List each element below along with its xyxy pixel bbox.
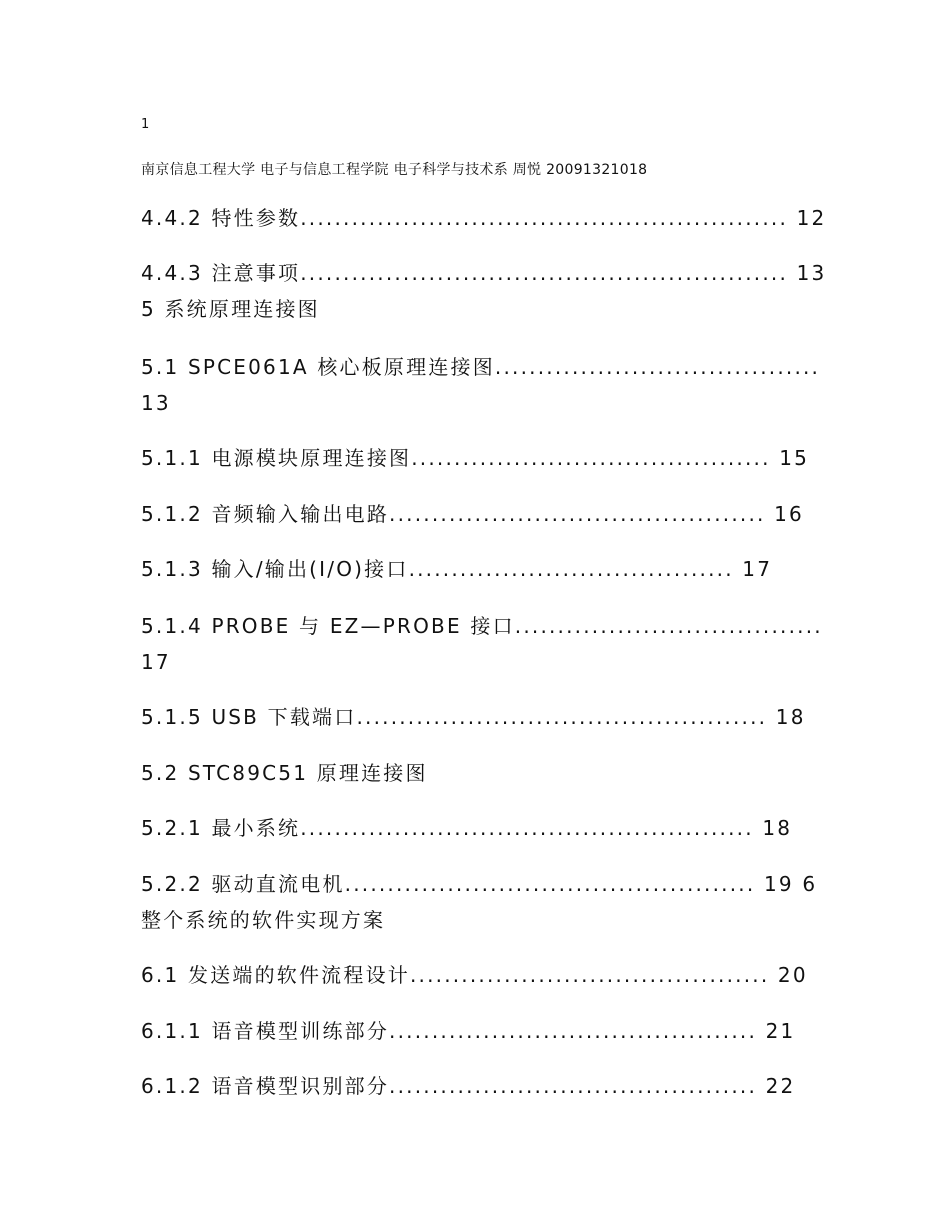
toc-entry-6-1-2: 6.1.2 语音模型识别部分........................................... 22 xyxy=(141,1074,796,1098)
toc-entry-5-1: 5.1 SPCE061A 核心板原理连接图...................................... 13 xyxy=(141,355,821,415)
toc-entry-5-1-3: 5.1.3 输入/输出(I/O)接口...................................... 17 xyxy=(141,557,773,581)
toc-entry-5-1-2: 5.1.2 音频输入输出电路............................................ 16 xyxy=(141,502,804,526)
toc-entry-5-2-1: 5.2.1 最小系统..................................................... 18 xyxy=(141,816,793,840)
toc-entry-5-1-1: 5.1.1 电源模块原理连接图.......................................... 15 xyxy=(141,446,810,470)
toc-entry-4-4-3: 4.4.3 注意事项......................................................... 13 5 系统原理连接图 xyxy=(141,261,827,321)
toc-entry-6-1-1: 6.1.1 语音模型训练部分........................................... 21 xyxy=(141,1019,796,1043)
toc-entry-5-1-5: 5.1.5 USB 下载端口................................................ 18 xyxy=(141,705,806,729)
toc-entry-5-2-2: 5.2.2 驱动直流电机................................................ 19 6 整个系统的软件实现方案 xyxy=(141,872,818,932)
toc-entry-4-4-2: 4.4.2 特性参数......................................................... 12 xyxy=(141,206,827,230)
page-header: 南京信息工程大学 电子与信息工程学院 电子科学与技术系 周悦 20091321018 xyxy=(141,162,648,178)
toc-entry-5-1-4: 5.1.4 PROBE 与 EZ—PROBE 接口.................................... 17 xyxy=(141,614,823,674)
toc-entry-6-1: 6.1 发送端的软件流程设计.......................................... 20 xyxy=(141,963,808,987)
page-number: 1 xyxy=(141,117,150,132)
toc-entry-5-2: 5.2 STC89C51 原理连接图 xyxy=(141,761,428,785)
